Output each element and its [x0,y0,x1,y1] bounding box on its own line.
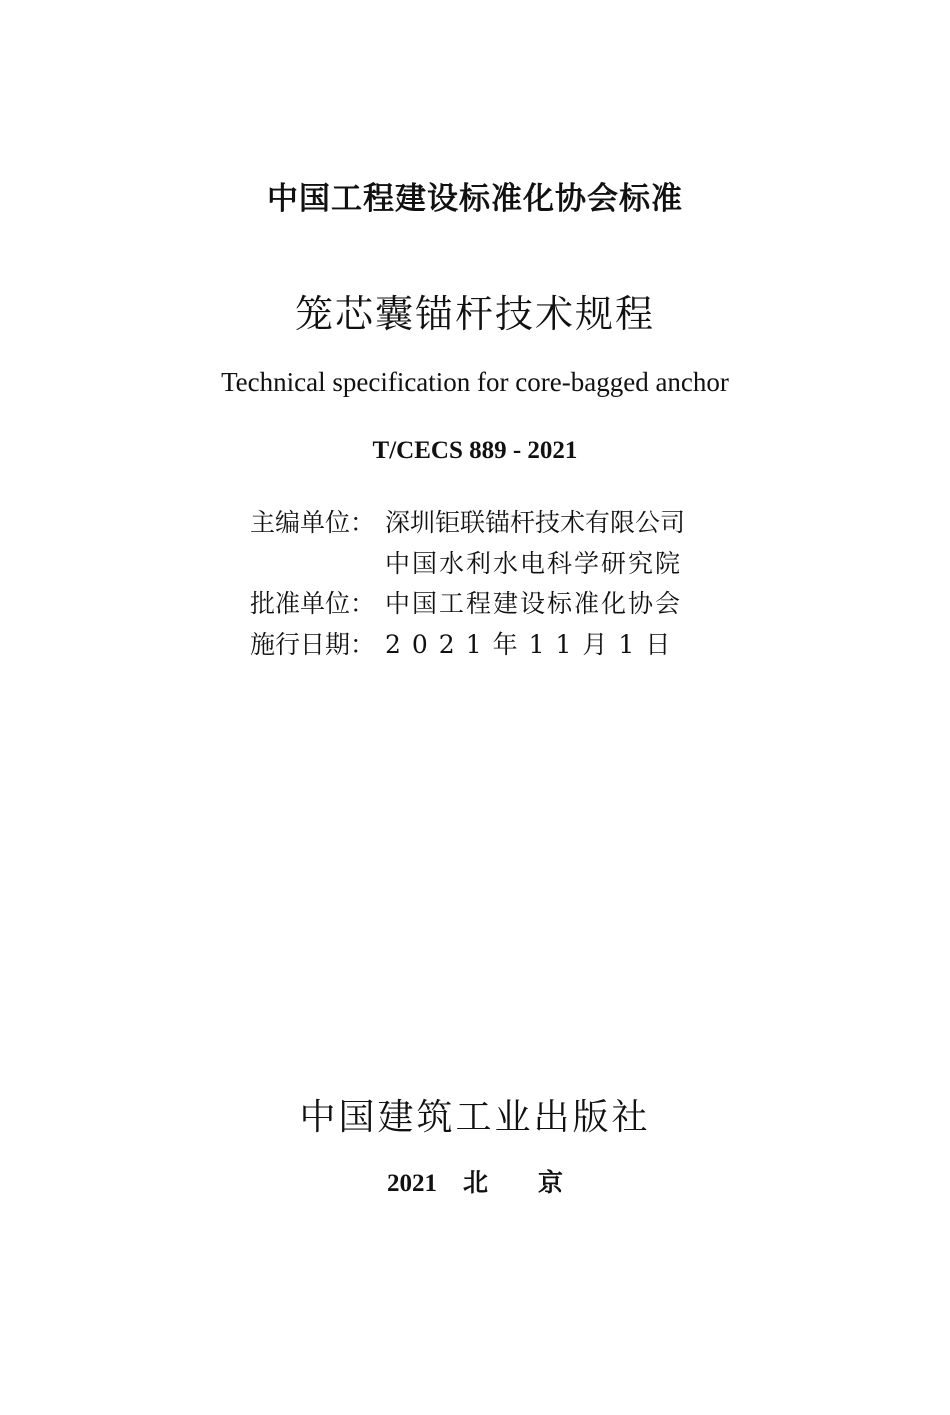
approval-label: 批准单位： [250,589,376,618]
document-title-chinese: 笼芯囊锚杆技术规程 [294,292,655,336]
publication-line [0,1163,950,1199]
approval-value: 中国工程建设标准化协会 [385,589,683,618]
effective-date-value: 2021年11月1日 [385,629,682,659]
chief-editor-row-2 [250,544,705,585]
chief-editor-row [250,503,705,544]
approval-row [250,584,705,625]
effective-date-row [250,625,705,666]
chief-editor-label: 主编单位： [250,508,376,537]
chief-editor-2: 中国水利水电科学研究院 [385,548,683,578]
effective-date-label: 施行日期： [250,629,376,659]
publication-year: 2021 [386,1170,437,1197]
association-standard-heading: 中国工程建设标准化协会标准 [267,181,683,217]
publication-city-part2: 京 [538,1168,564,1197]
standard-number: T/CECS 889 - 2021 [372,437,578,464]
info-label-spacer [250,544,385,585]
publisher-name: 中国建筑工业出版社 [299,1097,651,1138]
document-title-english: Technical specification for core-bagged anchor [221,367,729,397]
chief-editor-1: 深圳钜联锚杆技术有限公司 [385,508,686,537]
info-block [250,503,705,665]
publication-city-part1: 北 [462,1168,488,1197]
